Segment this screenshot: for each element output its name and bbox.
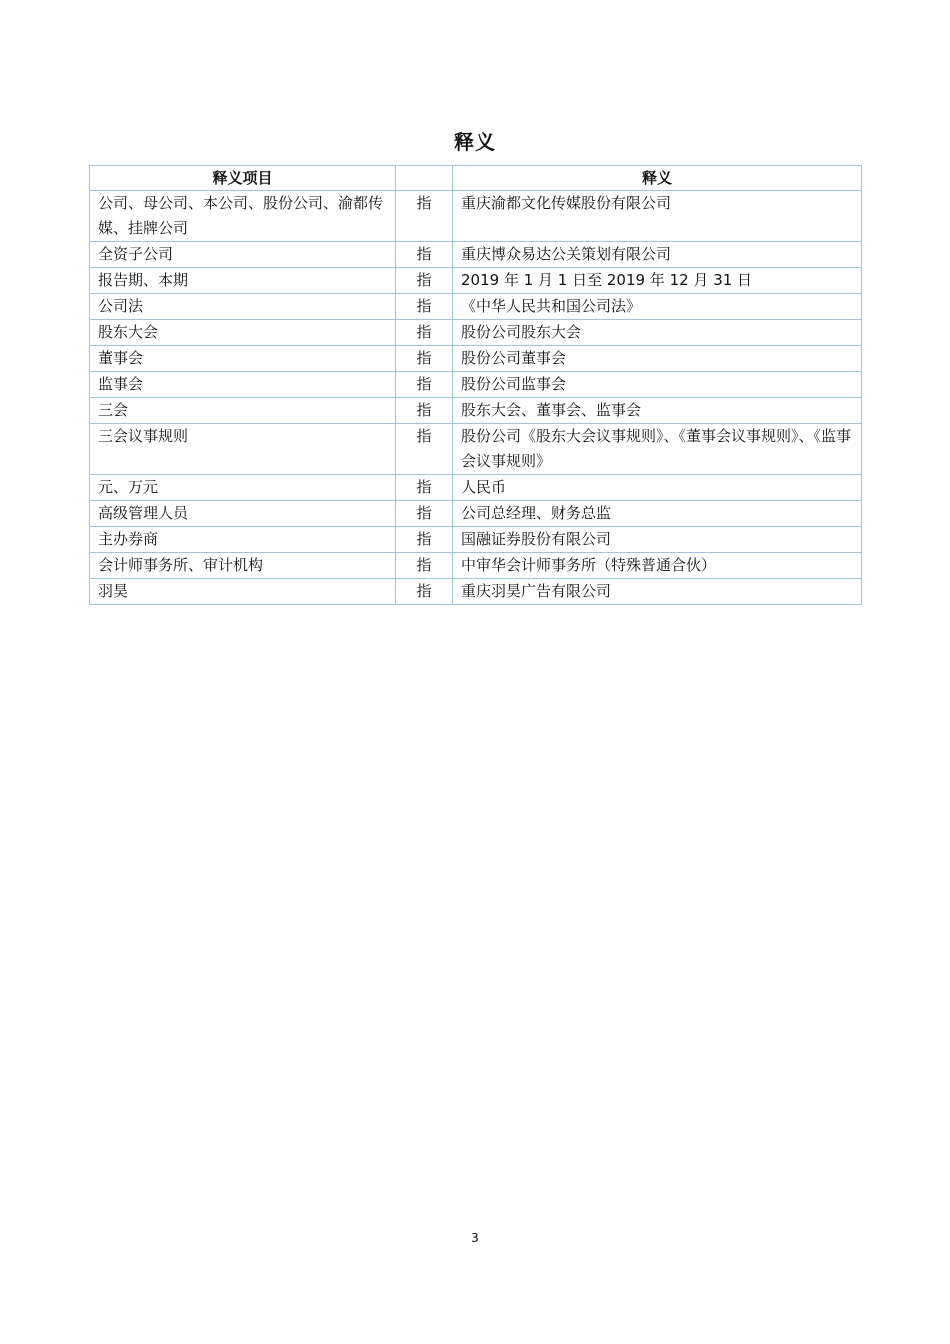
term-cell: 三会议事规则 — [90, 424, 396, 475]
meaning-cell: 2019 年 1 月 1 日至 2019 年 12 月 31 日 — [453, 268, 862, 294]
table-row — [90, 191, 862, 242]
table-header-row — [90, 166, 862, 191]
ref-cell: 指 — [396, 475, 453, 501]
ref-cell: 指 — [396, 242, 453, 268]
page-title: 释义 — [454, 130, 496, 154]
term-cell: 公司、母公司、本公司、股份公司、渝都传媒、挂牌公司 — [90, 191, 396, 242]
term-cell: 报告期、本期 — [90, 268, 396, 294]
table-row — [90, 501, 862, 527]
term-cell: 高级管理人员 — [90, 501, 396, 527]
meaning-cell: 股份公司《股东大会议事规则》、《董事会议事规则》、《监事会议事规则》 — [453, 424, 862, 475]
table-row — [90, 527, 862, 553]
meaning-cell: 国融证券股份有限公司 — [453, 527, 862, 553]
table-row — [90, 398, 862, 424]
term-cell: 股东大会 — [90, 320, 396, 346]
meaning-cell: 股份公司董事会 — [453, 346, 862, 372]
term-cell: 全资子公司 — [90, 242, 396, 268]
ref-cell: 指 — [396, 372, 453, 398]
table-row — [90, 242, 862, 268]
term-cell: 羽昊 — [90, 579, 396, 605]
table-row — [90, 579, 862, 605]
meaning-cell: 公司总经理、财务总监 — [453, 501, 862, 527]
table-row — [90, 372, 862, 398]
meaning-cell: 人民币 — [453, 475, 862, 501]
term-cell: 董事会 — [90, 346, 396, 372]
ref-cell: 指 — [396, 294, 453, 320]
meaning-cell: 股东大会、董事会、监事会 — [453, 398, 862, 424]
definitions-table — [89, 165, 862, 605]
term-cell: 三会 — [90, 398, 396, 424]
meaning-cell: 重庆博众易达公关策划有限公司 — [453, 242, 862, 268]
ref-cell: 指 — [396, 527, 453, 553]
meaning-cell: 股份公司监事会 — [453, 372, 862, 398]
ref-cell: 指 — [396, 501, 453, 527]
header-term: 释义项目 — [90, 166, 396, 191]
ref-cell: 指 — [396, 553, 453, 579]
table-row — [90, 320, 862, 346]
term-cell: 公司法 — [90, 294, 396, 320]
ref-cell: 指 — [396, 320, 453, 346]
meaning-cell: 重庆渝都文化传媒股份有限公司 — [453, 191, 862, 242]
table-row — [90, 553, 862, 579]
term-cell: 会计师事务所、审计机构 — [90, 553, 396, 579]
table-row — [90, 424, 862, 475]
ref-cell: 指 — [396, 268, 453, 294]
ref-cell: 指 — [396, 398, 453, 424]
page-number: 3 — [471, 1231, 479, 1245]
ref-cell: 指 — [396, 579, 453, 605]
table-row — [90, 346, 862, 372]
term-cell: 元、万元 — [90, 475, 396, 501]
meaning-cell: 中审华会计师事务所（特殊普通合伙） — [453, 553, 862, 579]
term-cell: 主办券商 — [90, 527, 396, 553]
term-cell: 监事会 — [90, 372, 396, 398]
table-row — [90, 294, 862, 320]
ref-cell: 指 — [396, 191, 453, 242]
header-meaning: 释义 — [453, 166, 862, 191]
meaning-cell: 股份公司股东大会 — [453, 320, 862, 346]
meaning-cell: 重庆羽昊广告有限公司 — [453, 579, 862, 605]
ref-cell: 指 — [396, 424, 453, 475]
ref-cell: 指 — [396, 346, 453, 372]
meaning-cell: 《中华人民共和国公司法》 — [453, 294, 862, 320]
table-row — [90, 268, 862, 294]
table-row — [90, 475, 862, 501]
header-ref — [396, 166, 453, 191]
